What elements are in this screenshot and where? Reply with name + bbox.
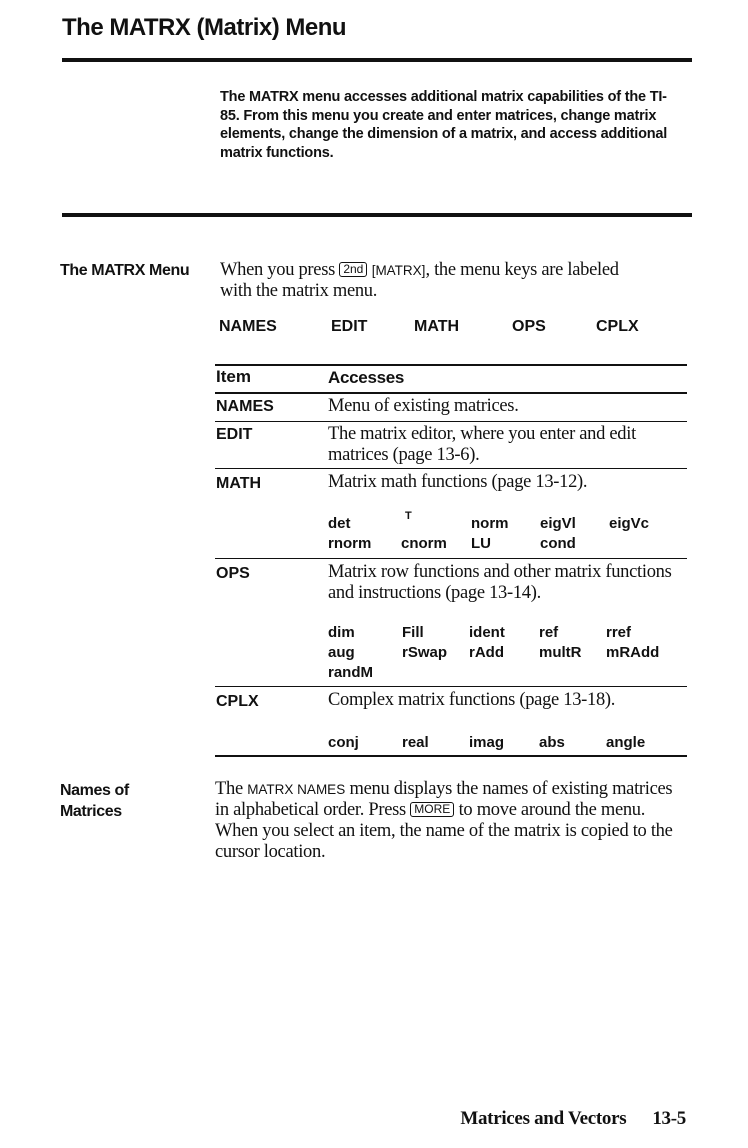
fn-mradd: mRAdd — [606, 644, 660, 661]
fn-randm: randM — [328, 664, 373, 681]
fn-angle: angle — [606, 734, 646, 751]
section2-smallcaps: MATRX NAMES — [247, 782, 346, 797]
table-row-item-ops: OPS — [216, 565, 250, 582]
key-2nd: 2nd — [339, 262, 367, 277]
section2-heading-line2: Matrices — [60, 803, 122, 820]
fn-ref: ref — [539, 624, 559, 641]
table-row-desc-edit: The matrix editor, where you enter and edit matrices (page 13-6). — [328, 424, 636, 465]
fn-ident: ident — [469, 624, 505, 641]
fn-imag: imag — [469, 734, 505, 751]
footer-chapter: Matrices and Vectors — [460, 1108, 627, 1129]
table-bottom-rule — [215, 755, 687, 757]
table-row-desc-math: Matrix math functions (page 13-12). — [328, 472, 588, 492]
table-top-rule — [215, 364, 687, 366]
table-row-item-names: NAMES — [216, 398, 274, 415]
fn-det: det — [328, 515, 351, 532]
section2-body — [215, 779, 685, 863]
table-row-item-cplx: CPLX — [216, 693, 259, 710]
section1-text-a: When you press — [220, 260, 335, 280]
table-row-rule — [215, 421, 687, 422]
fn-rswap: rSwap — [402, 644, 448, 661]
fn-cnorm: cnorm — [401, 535, 447, 552]
fn-rref: rref — [606, 624, 632, 641]
fn-fill: Fill — [402, 624, 424, 641]
table-row-item-edit: EDIT — [216, 426, 253, 443]
fn-real: real — [402, 734, 429, 751]
menu-edit: EDIT — [331, 318, 368, 335]
menu-cplx: CPLX — [596, 318, 639, 335]
fn-eigvc: eigVc — [609, 515, 650, 532]
section1-text-b: , the menu keys are labeled — [425, 260, 619, 280]
table-row-desc-names: Menu of existing matrices. — [328, 396, 519, 416]
intro-paragraph: The MATRX menu accesses additional matrix capabilities of the TI-85. From this menu you create and enter matrices, change matrix elements, change the dimension of a matrix, and access additional matrix functions. — [220, 89, 668, 161]
table-row-item-math: MATH — [216, 475, 262, 492]
table-row-rule — [215, 468, 687, 469]
menu-names: NAMES — [219, 318, 277, 335]
table-header-accesses: Accesses — [328, 368, 405, 387]
fn-norm: norm — [471, 515, 509, 532]
menu-ops: OPS — [512, 318, 546, 335]
footer-page-number: 13-5 — [652, 1108, 686, 1129]
section-rule — [62, 213, 692, 217]
table-row-desc-ops: Matrix row functions and other matrix functions and instructions (page 13-14). — [328, 562, 672, 603]
table-row-rule — [215, 686, 687, 687]
fn-conj: conj — [328, 734, 359, 751]
fn-eigvl: eigVl — [540, 515, 576, 532]
fn-abs: abs — [539, 734, 565, 751]
page-title: The MATRX (Matrix) Menu — [62, 14, 347, 41]
section2-text-c: to move around the menu. When you select an item, the name of the matrix is copied to the cursor location. — [215, 800, 673, 862]
table-header-rule — [215, 392, 687, 394]
section-heading-names-of-matrices — [60, 780, 129, 822]
table-header-item: Item — [216, 367, 251, 386]
fn-cond: cond — [540, 535, 576, 552]
matrx-menu-row — [0, 318, 748, 342]
table-row-rule — [215, 558, 687, 559]
page-footer — [460, 1108, 686, 1130]
section2-text-a: The — [215, 779, 248, 799]
table-row-desc-cplx: Complex matrix functions (page 13-18). — [328, 690, 616, 710]
title-rule — [62, 58, 692, 62]
section1-body — [220, 260, 690, 302]
section-heading-matrx-menu: The MATRX Menu — [60, 262, 190, 279]
fn-lu: LU — [471, 535, 491, 552]
section2-heading-line1: Names of — [60, 782, 129, 799]
key-matrx: [MATRX] — [371, 263, 426, 278]
fn-transpose: T — [405, 510, 412, 522]
fn-rnorm: rnorm — [328, 535, 372, 552]
fn-aug: aug — [328, 644, 355, 661]
fn-multr: multR — [539, 644, 582, 661]
section2-text-b: menu displays the names of existing matrices in alphabetical order. Press — [215, 779, 673, 820]
key-more: MORE — [410, 802, 454, 817]
fn-radd: rAdd — [469, 644, 504, 661]
menu-math: MATH — [414, 318, 460, 335]
section1-text-c: with the matrix menu. — [220, 281, 378, 301]
fn-dim: dim — [328, 624, 355, 641]
